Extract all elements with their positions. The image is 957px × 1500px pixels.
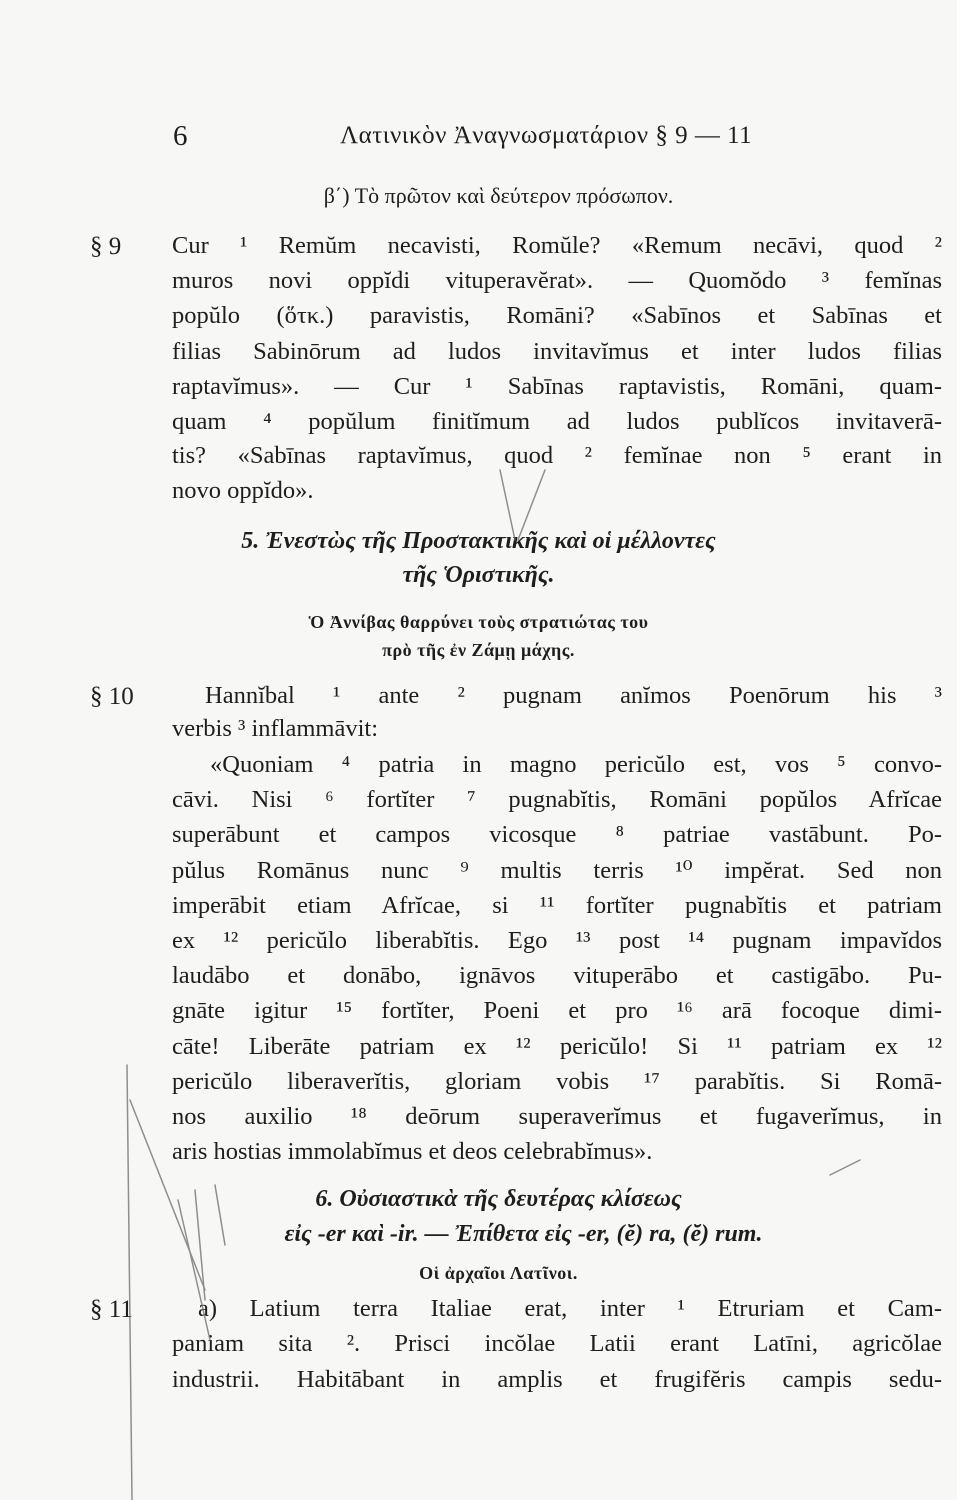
section-9-line: raptavĭmus». — Cur ¹ Sabīnas raptavistis, Romāni, quam- (172, 373, 942, 400)
section-10-line: Hannĭbal ¹ ante ² pugnam anĭmos Poenōrum his ³ (205, 682, 942, 709)
section-9-line: muros novi oppĭdi vituperavĕrat». — Quomŏdo ³ femĭnas (172, 267, 942, 294)
section-9-line: Cur ¹ Remŭm necavisti, Romŭle? «Remum necāvi, quod ² (172, 232, 942, 259)
section-10-line: imperābit etiam Afrĭcae, si ¹¹ fortĭter pugnabĭtis et patriam (172, 892, 942, 919)
section-11-line: industrii. Habitābant in amplis et frugifĕris campis sedu- (172, 1366, 942, 1393)
subheading-second-person: β΄) Τὸ πρῶτον καὶ δεύτερον πρόσωπον. (323, 183, 674, 208)
section-11-label: § 11 (90, 1296, 133, 1323)
section-10-line: aris hostias immolabĭmus et deos celebrabĭmus». (172, 1138, 653, 1165)
section-10-line: gnāte igitur ¹⁵ fortĭter, Poeni et pro ¹⁶ arā focoque dimi- (172, 997, 942, 1024)
heading-5-sub1: Ὁ Ἀννίβας θαρρύνει τοὺς στρατιώτας του (308, 612, 649, 632)
section-9-line: filias Sabinōrum ad ludos invitavĭmus et inter ludos filias (172, 338, 942, 365)
section-10-line: pericŭlo liberaverĭtis, gloriam vobis ¹⁷ parabĭtis. Si Romā- (172, 1068, 942, 1095)
section-10-label: § 10 (90, 683, 134, 710)
section-10-line: cāte! Liberāte patriam ex ¹² pericŭlo! Si ¹¹ patriam ex ¹² (172, 1033, 942, 1060)
heading-6-line1: 6. Οὐσιαστικὰ τῆς δευτέρας κλίσεως (315, 1186, 682, 1212)
section-9-label: § 9 (90, 233, 122, 260)
section-10-line: nos auxilio ¹⁸ deōrum superaverĭmus et fugaverĭmus, in (172, 1103, 942, 1130)
section-10-line: superābunt et campos vicosque ⁸ patriae vastābunt. Po- (172, 821, 942, 848)
section-10-line: verbis ³ inflammāvit: (172, 715, 379, 742)
running-title: Λατινικὸν Ἀναγνωσματάριον § 9 — 11 (340, 122, 753, 149)
section-9-line: popŭlo (ὅτκ.) paravistis, Romāni? «Sabīnos et Sabīnas et (172, 302, 942, 329)
page-number: 6 (173, 120, 188, 152)
section-9-line: tis? «Sabīnas raptavĭmus, quod ² femĭnae non ⁵ erant in (172, 442, 942, 469)
heading-5-line1: 5. Ἐνεστὼς τῆς Προστακτικῆς καὶ οἱ μέλλοντες (241, 528, 716, 554)
heading-5-line2: τῆς Ὁριστικῆς. (402, 562, 555, 588)
heading-5-sub2: πρὸ τῆς ἐν Ζάμῃ μάχης. (382, 640, 575, 660)
page-header (0, 120, 957, 160)
section-11-line: paniam sita ². Prisci incŏlae Latii erant Latīni, agricŏlae (172, 1330, 942, 1357)
section-10-line: ex ¹² pericŭlo liberabĭtis. Ego ¹³ post ¹⁴ pugnam impavĭdos (172, 927, 942, 954)
heading-6-line2: εἰς -er καὶ -ir. — Ἐπίθετα εἰς -er, (ĕ) ra, (ĕ) rum. (284, 1221, 763, 1247)
heading-6-sub: Οἱ ἀρχαῖοι Λατῖνοι. (419, 1263, 578, 1283)
section-9-line: quam ⁴ popŭlum finitĭmum ad ludos publĭcos invitaverā- (172, 408, 942, 435)
section-10-line: «Quoniam ⁴ patria in magno pericŭlo est, vos ⁵ convo- (210, 751, 942, 778)
section-11-line: a) Latium terra Italiae erat, inter ¹ Etruriam et Cam- (198, 1295, 942, 1322)
section-10-line: laudābo et donābo, ignāvos vituperābo et castigābo. Pu- (172, 962, 942, 989)
section-10-line: cāvi. Nisi ⁶ fortĭter ⁷ pugnabĭtis, Romāni popŭlos Afrĭcae (172, 786, 942, 813)
section-9-line: novo oppĭdo». (172, 477, 314, 504)
section-10-line: pŭlus Romānus nunc ⁹ multis terris ¹⁰ impĕrat. Sed non (172, 857, 942, 884)
